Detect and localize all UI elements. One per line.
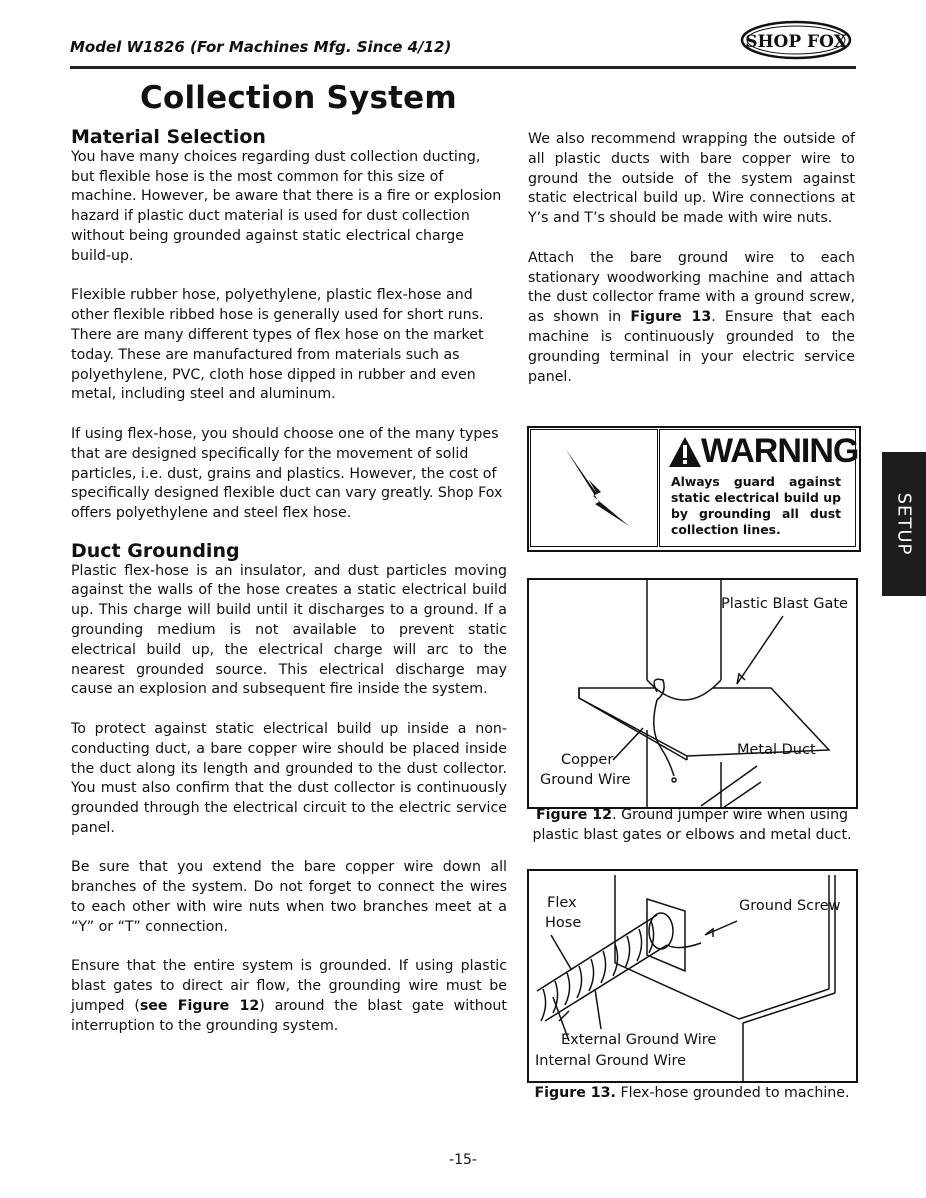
label-ground-screw: Ground Screw (739, 898, 841, 914)
section-side-tab (882, 452, 926, 596)
page-title: Collection System (140, 80, 457, 116)
label-flex: Flex (547, 895, 577, 911)
grounding-paragraph-4: Ensure that the entire system is grounded. If using plastic blast gates to direct air flow, the grounding wire must be jumped (see Figure 12) around the blast gate without interruption to the grounding system. (71, 958, 507, 1034)
figure-12-reference: see Figure 12 (139, 998, 260, 1015)
material-paragraph-1: You have many choices regarding dust collection ducting, but flexible hose is the most common for this size of machine. However, be aware that there is a fire or explosion hazard if plastic duct material is used for dust collection without being grounded against static electrical charge build-up. (71, 148, 502, 264)
logo-text: SHOP FOX (745, 32, 847, 52)
right-paragraph-2: Attach the bare ground wire to each stationary woodworking machine and attach the dust collector frame with a ground screw, as shown in Figure 13. Ensure that each machine is continuously grounded to the grounding terminal in your electric service panel. (528, 249, 855, 385)
label-copper: Copper (561, 752, 614, 768)
material-paragraph-2: Flexible rubber hose, polyethylene, plastic flex-hose and other flexible ribbed hose is generally used for short runs. There are many different types of flex hose on the market today. These are manufactured from materials such as polyethylene, PVC, cloth hose dipped in rubber and even metal, including steel and aluminum. (71, 287, 484, 403)
header-rule (70, 66, 856, 69)
material-paragraph-3: If using flex-hose, you should choose one of the many types that are designed specifically for the movement of solid particles, i.e. dust, grains and plastics. However, the cost of specifically designed flexible duct can vary greatly. Shop Fox offers polyethylene and steel flex hose. (71, 425, 503, 522)
figure-13-box (527, 869, 858, 1083)
label-external-ground-wire: External Ground Wire (561, 1032, 717, 1048)
warning-title: WARNING (701, 432, 859, 470)
duct-grounding-heading: Duct Grounding (71, 539, 240, 562)
label-hose: Hose (545, 915, 582, 931)
grounding-paragraph-2: To protect against static electrical build up inside a non-conducting duct, a bare copper wire should be placed inside the duct along its length and grounded to the dust collector. You must also confirm that the dust collector is continuously grounded through the electrical circuit to the electric service panel. (71, 720, 507, 836)
lightning-bolt-icon (531, 430, 657, 546)
right-paragraph-1: We also recommend wrapping the outside of all plastic ducts with bare copper wire to ground the outside of the system against static electrical build up. Wire connections at Y’s and T’s should be made with wire nuts. (528, 131, 855, 227)
header-model-text: Model W1826 (For Machines Mfg. Since 4/12) (70, 38, 452, 56)
material-selection-heading: Material Selection (71, 126, 266, 148)
label-ground-wire: Ground Wire (540, 772, 631, 788)
right-column (528, 130, 855, 407)
grounding-paragraph-3: Be sure that you extend the bare copper wire down all branches of the system. Do not forget to connect the wires to each other with wire nuts when two branches meet at a “Y” or “T” connection. (71, 859, 507, 935)
figure-12-caption: Figure 12. Ground jumper wire when using plastic blast gates or elbows and metal duct. (532, 807, 852, 843)
shop-fox-logo (740, 20, 852, 60)
side-tab-label: SETUP (893, 492, 915, 556)
figure-13-caption: Figure 13. Flex-hose grounded to machine. (534, 1085, 850, 1101)
left-column (71, 128, 507, 1056)
grounding-paragraph-1: Plastic flex-hose is an insulator, and dust particles moving against the walls of the hose creates a static electrical build up. This charge will build until it discharges to a ground. If a grounding medium is not available to prevent static electrical build up, the electrical charge will arc to the nearest grounded source. This electrical discharge may cause an explosion and subsequent fire inside the system. (71, 562, 507, 698)
warning-symbol-panel (530, 429, 658, 547)
label-metal-duct: Metal Duct (737, 742, 816, 758)
label-internal-ground-wire: Internal Ground Wire (535, 1053, 687, 1069)
label-plastic-blast-gate: Plastic Blast Gate (721, 596, 848, 612)
warning-text: Always guard against static electrical build up by grounding all dust collection lines. (671, 474, 841, 537)
warning-triangle-icon (668, 436, 702, 468)
figure-12-box (527, 578, 858, 809)
page-number: -15- (449, 1152, 477, 1168)
figure-13-reference: Figure 13 (630, 309, 712, 326)
